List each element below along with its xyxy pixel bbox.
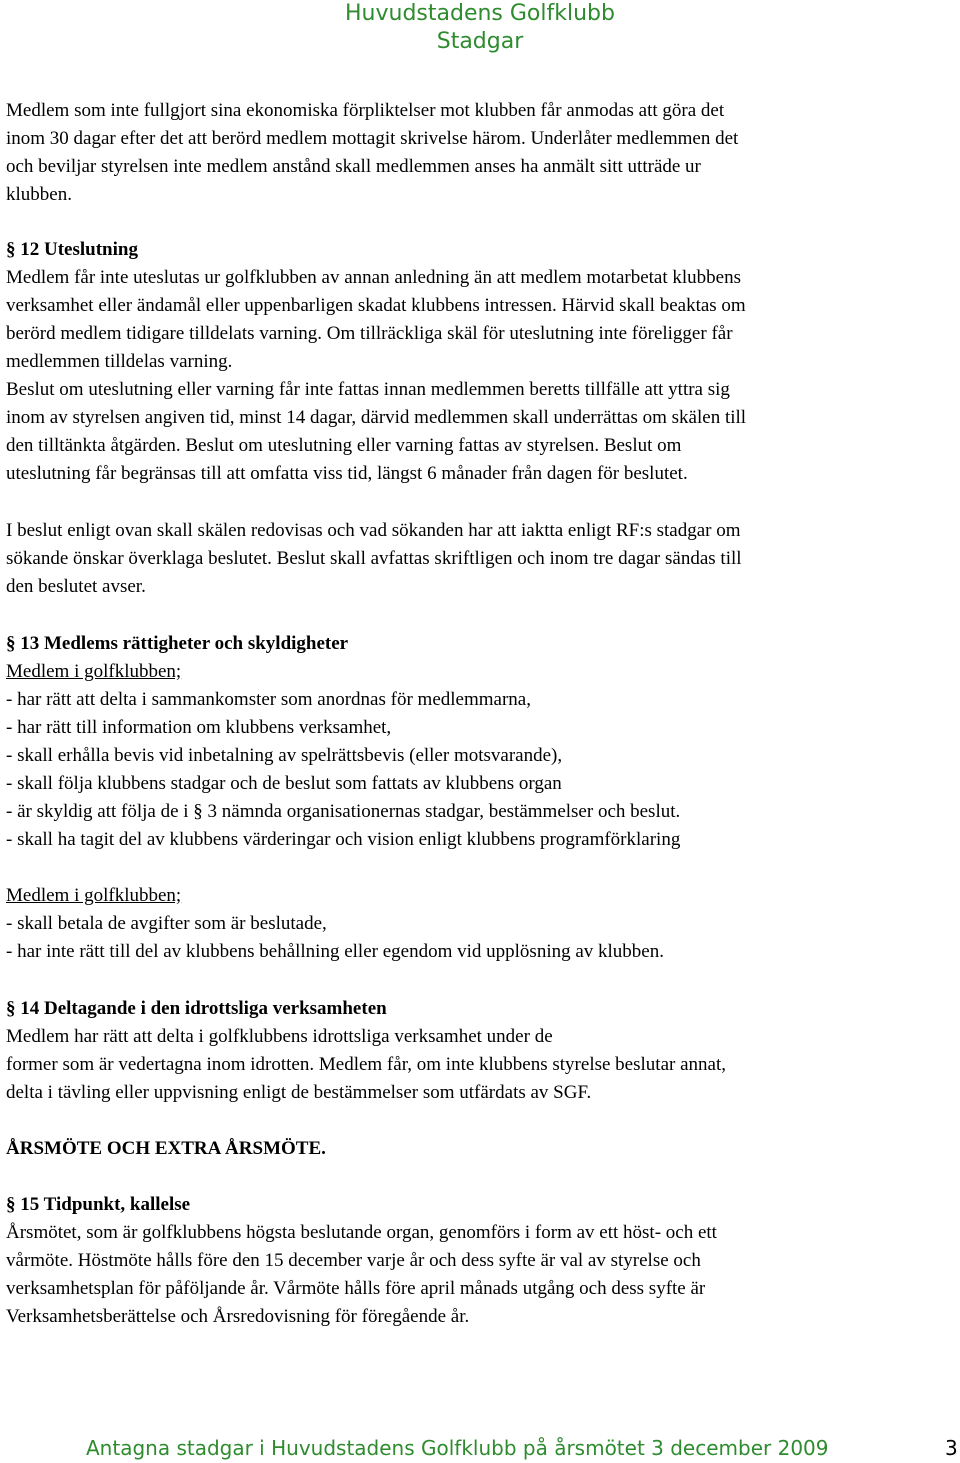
subheading: Medlem i golfklubben; — [6, 885, 182, 906]
text-line: den tilltänkta åtgärden. Beslut om uteslutning eller varning fattas av styrelsen. Beslut om — [6, 435, 682, 456]
list-item: - skall följa klubbens stadgar och de beslut som fattats av klubbens organ — [6, 773, 562, 794]
text-line: sökande önskar överklaga beslutet. Beslut skall avfattas skriftligen och inom tre dagar sändas till — [6, 548, 742, 569]
list-item: - skall betala de avgifter som är beslutade, — [6, 913, 327, 934]
list-item: - har inte rätt till del av klubbens behållning eller egendom vid upplösning av klubben. — [6, 941, 664, 962]
section-15 — [6, 1191, 956, 1331]
text-line: inom 30 dagar efter det att berörd medlem mottagit skrivelse härom. Underlåter medlemmen det — [6, 128, 739, 149]
text-line: former som är vedertagna inom idrotten. Medlem får, om inte klubbens styrelse beslutar annat, — [6, 1054, 726, 1075]
text-line: medlemmen tilldelas varning. — [6, 351, 233, 372]
subheading: Medlem i golfklubben; — [6, 661, 182, 682]
section-heading: § 14 Deltagande i den idrottsliga verksamheten — [6, 998, 387, 1019]
text-line: Verksamhetsberättelse och Årsredovisning för föregående år. — [6, 1306, 470, 1327]
section-heading: § 15 Tidpunkt, kallelse — [6, 1194, 191, 1215]
text-line: berörd medlem tidigare tilldelats varning. Om tillräckliga skäl för uteslutning inte föreligger får — [6, 323, 733, 344]
page-footer: Antagna stadgar i Huvudstadens Golfklubb på årsmötet 3 december 2009 — [86, 1436, 829, 1460]
text-line: vårmöte. Höstmöte hålls före den 15 december varje år och dess syfte är val av styrelse och — [6, 1250, 701, 1271]
section-13-duties — [6, 882, 956, 966]
section-12 — [6, 236, 956, 488]
text-line: Medlem som inte fullgjort sina ekonomiska förpliktelser mot klubben får anmodas att göra det — [6, 100, 725, 121]
text-line: Beslut om uteslutning eller varning får inte fattas innan medlemmen beretts tillfälle att yttra sig — [6, 379, 730, 400]
annual-meeting-heading: ÅRSMÖTE OCH EXTRA ÅRSMÖTE. — [6, 1138, 326, 1159]
list-item: - har rätt att delta i sammankomster som anordnas för medlemmarna, — [6, 689, 531, 710]
intro-paragraph — [6, 97, 956, 209]
section-heading: § 13 Medlems rättigheter och skyldigheter — [6, 633, 349, 654]
document-subtitle: Stadgar — [436, 29, 524, 54]
list-item: - har rätt till information om klubbens verksamhet, — [6, 717, 392, 738]
text-line: verksamhetsplan för påföljande år. Vårmöte hålls före april månads utgång och dess syfte är — [6, 1278, 706, 1299]
section-13 — [6, 630, 956, 854]
text-line: Medlem har rätt att delta i golfklubbens idrottsliga verksamhet under de — [6, 1026, 553, 1047]
text-line: uteslutning får begränsas till att omfatta viss tid, längst 6 månader från dagen för beslutet. — [6, 463, 688, 484]
section-14 — [6, 995, 956, 1107]
document-title: Huvudstadens Golfklubb — [345, 1, 615, 26]
text-line: verksamhet eller ändamål eller uppenbarligen skadat klubbens intressen. Härvid skall beaktas om — [6, 295, 746, 316]
text-line: I beslut enligt ovan skall skälen redovisas och vad sökanden har att iaktta enligt RF:s stadgar om — [6, 520, 741, 541]
section-12-appeal — [6, 517, 956, 601]
text-line: Årsmötet, som är golfklubbens högsta beslutande organ, genomförs i form av ett höst- och ett — [6, 1222, 717, 1243]
text-line: och beviljar styrelsen inte medlem anstånd skall medlemmen anses ha anmält sitt utträde ur — [6, 156, 701, 177]
list-item: - skall ha tagit del av klubbens värderingar och vision enligt klubbens programförklaring — [6, 829, 681, 850]
text-line: klubben. — [6, 184, 72, 205]
text-line: Medlem får inte uteslutas ur golfklubben av annan anledning än att medlem motarbetat klubbens — [6, 267, 741, 288]
section-heading: § 12 Uteslutning — [6, 239, 138, 260]
text-line: inom av styrelsen angiven tid, minst 14 dagar, därvid medlemmen skall underrättas om skälen till — [6, 407, 747, 428]
page-number: 3 — [945, 1436, 958, 1460]
text-line: den beslutet avser. — [6, 576, 146, 597]
list-item: - skall erhålla bevis vid inbetalning av spelrättsbevis (eller motsvarande), — [6, 745, 563, 766]
list-item: - är skyldig att följa de i § 3 nämnda organisationernas stadgar, bestämmelser och beslut. — [6, 801, 681, 822]
text-line: delta i tävling eller uppvisning enligt de bestämmelser som utfärdats av SGF. — [6, 1082, 592, 1103]
